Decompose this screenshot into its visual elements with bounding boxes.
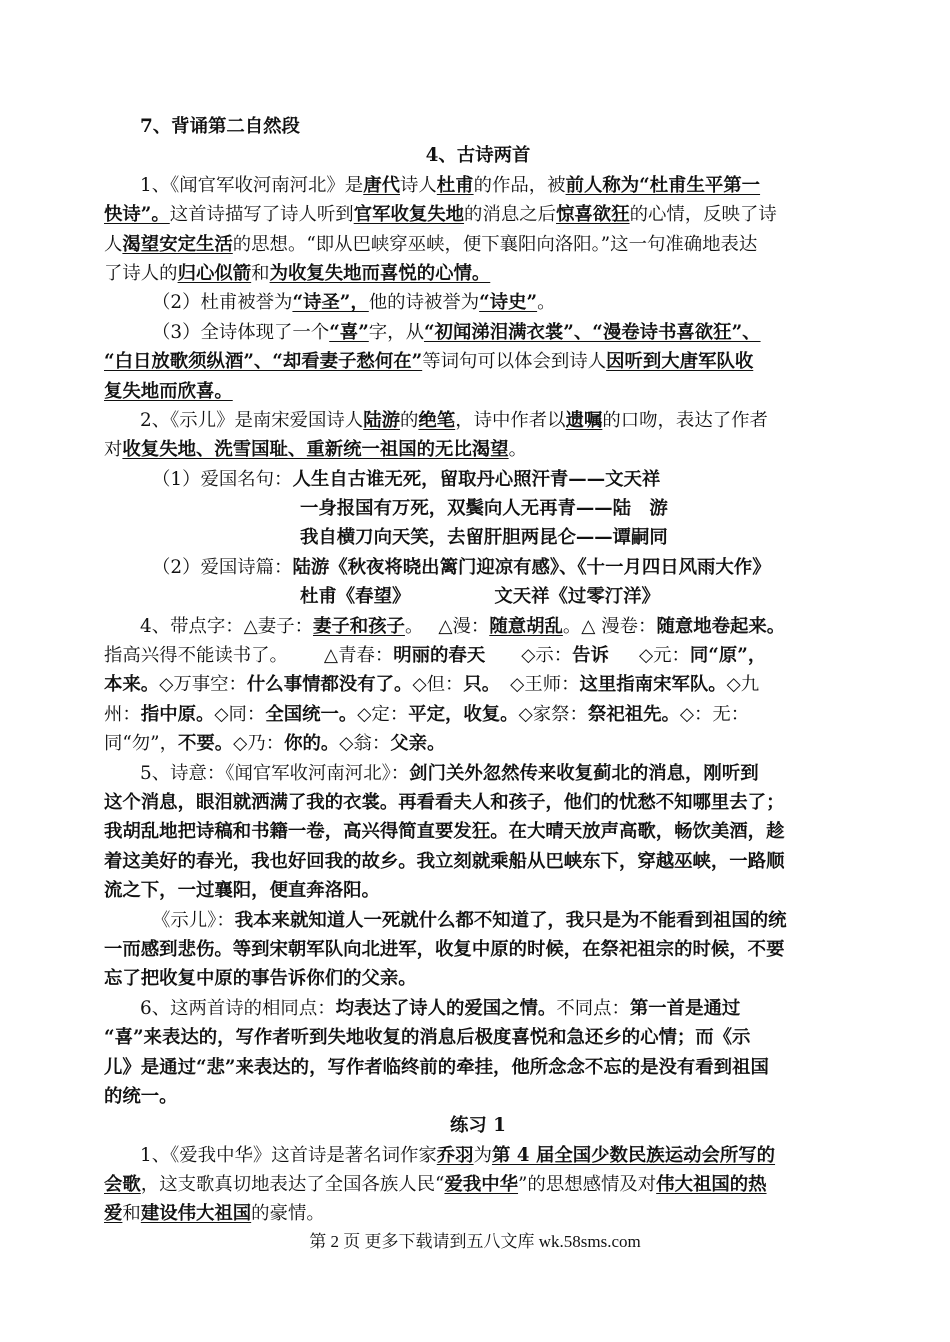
e1-line3: 爱和建设伟大祖国的豪情。 <box>104 1203 325 1225</box>
s4-line5: 同“勿”，不要。◇乃：你的。◇翁：父亲。 <box>104 733 446 755</box>
s2-line1: 2、《示儿》是南宋爱国诗人陆游的绝笔，诗中作者以遗嘱的口吻，表达了作者 <box>140 409 768 431</box>
s1-line3: 人渴望安定生活的思想。“即从巴峡穿巫峡，便下襄阳向洛阳。”这一句准确地表达 <box>104 233 758 255</box>
s2-line2: 对收复失地、洗雪国耻、重新统一祖国的无比渴望。 <box>104 439 528 461</box>
works-line1: （2）爱国诗篇：陆游《秋夜将晓出篱门迎凉有感》、《十一月四日风雨大作》 <box>152 556 771 578</box>
s5-line4: 着这美好的春光，我也好回我的故乡。我立刻就乘船从巴峡东下，穿越巫峡，一路顺 <box>104 850 785 872</box>
s4-line3: 本来。◇万事空：什么事情都没有了。◇但：只。 ◇王师：这里指南宋军队。◇九 <box>104 674 760 696</box>
s4-line2: 指高兴得不能读书了。 △青春：明丽的春天 ◇示：告诉 ◇元：同“原”， <box>104 645 767 667</box>
s5-line1: 5、诗意：《闻官军收河南河北》：剑门关外忽然传来收复蓟北的消息，刚听到 <box>140 762 759 784</box>
s6-line3: 儿》是通过“悲”来表达的，写作者临终前的牵挂，他所念念不忘的是没有看到祖国 <box>104 1056 769 1078</box>
quotes-line2: 一身报国有万死，双鬓向人无再青——陆 游 <box>300 498 668 520</box>
s5-line8: 忘了把收复中原的事告诉你们的父亲。 <box>104 968 417 990</box>
s6-line1: 6、这两首诗的相同点：均表达了诗人的爱国之情。不同点：第一首是通过 <box>140 997 741 1019</box>
s6-line2: “喜”来表达的，写作者听到失地收复的消息后极度喜悦和急还乡的心情；而《示 <box>104 1027 751 1049</box>
s5-line5: 流之下，一过襄阳，便直奔洛阳。 <box>104 880 380 902</box>
s4-line1: 4、带点字：△妻子：妻子和孩子。 △漫：随意胡乱。△ 漫卷：随意地卷起来。 <box>140 615 786 637</box>
s1-line1: 1、《闻官军收河南河北》是唐代诗人杜甫的作品，被前人称为“杜甫生平第一 <box>140 174 761 196</box>
s1-line4: 了诗人的归心似箭和为收复失地而喜悦的心情。 <box>104 262 491 284</box>
quotes-line3: 我自横刀向天笑，去留肝胆两昆仑——谭嗣同 <box>300 527 668 549</box>
quotes-line1: （1）爱国名句：人生自古谁无死，留取丹心照汗青——文天祥 <box>152 468 661 490</box>
s1-p3-line1: （3）全诗体现了一个“喜”字，从“初闻涕泪满衣裳”、“漫卷诗书喜欲狂”、 <box>152 321 761 343</box>
document-page <box>104 112 852 1229</box>
s1-p3-line3: 复失地而欣喜。 <box>104 380 233 402</box>
s5-line3: 我胡乱地把诗稿和书籍一卷，高兴得简直要发狂。在大晴天放声高歌，畅饮美酒，趁 <box>104 821 785 843</box>
s1-line2: 快诗”。这首诗描写了诗人听到官军收复失地的消息之后惊喜欲狂的心情，反映了诗 <box>104 204 777 226</box>
recite-heading: 7、背诵第二自然段 <box>140 116 300 137</box>
s5-line7: 一而感到悲伤。等到宋朝军队向北进军，收复中原的时候，在祭祀祖宗的时候，不要 <box>104 938 785 960</box>
s1-p3-line2: “白日放歌须纵酒”、“却看妻子愁何在”等词句可以体会到诗人因听到大唐军队收 <box>104 351 754 373</box>
s5-line2: 这个消息，眼泪就洒满了我的衣裳。再看看夫人和孩子，他们的忧愁不知哪里去了； <box>104 791 785 813</box>
works-line2: 杜甫《春望》 文天祥《过零汀洋》 <box>300 586 660 608</box>
s1-p2: （2）杜甫被誉为“诗圣”，他的诗被誉为“诗史”。 <box>152 292 556 314</box>
section-title: 4、古诗两首 <box>425 145 531 167</box>
s6-line4: 的统一。 <box>104 1085 178 1107</box>
e1-line1: 1、《爱我中华》这首诗是著名词作家乔羽为第 4 届全国少数民族运动会所写的 <box>140 1144 776 1166</box>
s5-line6: 《示儿》：我本来就知道人一死就什么都不知道了，我只是为不能看到祖国的统 <box>152 909 787 931</box>
page-footer: 第 2 页 更多下载请到五八文库 wk.58sms.com <box>309 1232 641 1251</box>
s4-line4: 州：指中原。◇同：全国统一。◇定：平定，收复。◇家祭：祭祀祖先。◇：无： <box>104 703 750 725</box>
exercise-title: 练习 1 <box>450 1115 506 1137</box>
e1-line2: 会歌，这支歌真切地表达了全国各族人民“爱我中华”的思想感情及对伟大祖国的热 <box>104 1174 767 1196</box>
